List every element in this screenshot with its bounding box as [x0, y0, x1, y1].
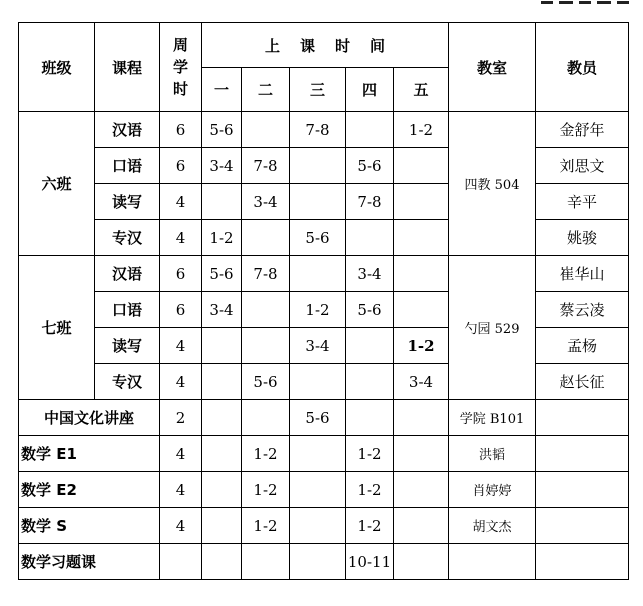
- thu-cell: [346, 112, 394, 148]
- tue-cell: 1-2: [242, 436, 290, 472]
- fri-cell: [394, 436, 449, 472]
- cropped-header-text: [537, 0, 637, 4]
- wed-cell: [290, 364, 346, 400]
- mon-cell: [202, 436, 242, 472]
- schedule-table: [18, 22, 629, 580]
- header-class: 班级: [19, 23, 95, 112]
- room-cell: 四教 504: [449, 112, 536, 256]
- hours-cell: 2: [160, 400, 202, 436]
- tue-cell: 1-2: [242, 508, 290, 544]
- teacher-cell: [536, 436, 629, 472]
- hours-cell: 4: [160, 436, 202, 472]
- header-course: 课程: [95, 23, 160, 112]
- course-cell: 数学 S: [19, 508, 160, 544]
- course-cell: 读写: [95, 328, 160, 364]
- fri-cell: [394, 292, 449, 328]
- mon-cell: [202, 364, 242, 400]
- fri-cell: [394, 220, 449, 256]
- fri-cell: [394, 400, 449, 436]
- table-row: [19, 328, 629, 364]
- wed-cell: 7-8: [290, 112, 346, 148]
- teacher-cell: [536, 544, 629, 580]
- tue-cell: 5-6: [242, 364, 290, 400]
- course-cell: 汉语: [95, 112, 160, 148]
- tue-cell: [242, 220, 290, 256]
- mon-cell: 5-6: [202, 112, 242, 148]
- fri-cell: [394, 148, 449, 184]
- table-row: [19, 256, 629, 292]
- table-row: [19, 148, 629, 184]
- wed-cell: [290, 508, 346, 544]
- teacher-cell: [536, 472, 629, 508]
- tue-cell: [242, 400, 290, 436]
- wed-cell: [290, 544, 346, 580]
- header-day-fri: 五: [394, 68, 449, 112]
- room-cell: 肖婷婷: [449, 472, 536, 508]
- course-cell: 口语: [95, 292, 160, 328]
- header-row: [19, 23, 629, 68]
- table-row: [19, 364, 629, 400]
- header-day-wed: 三: [290, 68, 346, 112]
- mon-cell: [202, 544, 242, 580]
- tue-cell: 3-4: [242, 184, 290, 220]
- course-cell: 数学习题课: [19, 544, 160, 580]
- mon-cell: 3-4: [202, 148, 242, 184]
- mon-cell: 3-4: [202, 292, 242, 328]
- teacher-cell: 刘思文: [536, 148, 629, 184]
- fri-cell: 3-4: [394, 364, 449, 400]
- tue-cell: 7-8: [242, 256, 290, 292]
- table-row: [19, 508, 629, 544]
- tue-cell: [242, 112, 290, 148]
- teacher-cell: 赵长征: [536, 364, 629, 400]
- room-cell: 洪韬: [449, 436, 536, 472]
- class-name: 六班: [19, 112, 95, 256]
- course-cell: 中国文化讲座: [19, 400, 160, 436]
- thu-cell: 7-8: [346, 184, 394, 220]
- course-cell: 口语: [95, 148, 160, 184]
- thu-cell: 5-6: [346, 292, 394, 328]
- hours-cell: 6: [160, 148, 202, 184]
- table-row: [19, 400, 629, 436]
- fri-cell: 1-2: [394, 112, 449, 148]
- wed-cell: [290, 184, 346, 220]
- hours-cell: 6: [160, 112, 202, 148]
- header-room: 教室: [449, 23, 536, 112]
- teacher-cell: 孟杨: [536, 328, 629, 364]
- course-cell: 数学 E2: [19, 472, 160, 508]
- mon-cell: [202, 184, 242, 220]
- course-cell: 读写: [95, 184, 160, 220]
- tue-cell: [242, 544, 290, 580]
- room-cell: 胡文杰: [449, 508, 536, 544]
- table-row: [19, 112, 629, 148]
- thu-cell: [346, 328, 394, 364]
- table-row: [19, 292, 629, 328]
- teacher-cell: [536, 508, 629, 544]
- wed-cell: 3-4: [290, 328, 346, 364]
- hours-cell: 4: [160, 220, 202, 256]
- header-teacher: 教员: [536, 23, 629, 112]
- header-day-thu: 四: [346, 68, 394, 112]
- mon-cell: 5-6: [202, 256, 242, 292]
- fri-cell: 1-2: [394, 328, 449, 364]
- teacher-cell: 金舒年: [536, 112, 629, 148]
- fri-cell: [394, 184, 449, 220]
- tue-cell: [242, 328, 290, 364]
- class-name: 七班: [19, 256, 95, 400]
- wed-cell: [290, 472, 346, 508]
- room-cell: 勺园 529: [449, 256, 536, 400]
- tue-cell: 7-8: [242, 148, 290, 184]
- fri-cell: [394, 472, 449, 508]
- table-row: [19, 220, 629, 256]
- room-cell: [449, 544, 536, 580]
- table-row: [19, 184, 629, 220]
- thu-cell: 1-2: [346, 508, 394, 544]
- room-cell: 学院 B101: [449, 400, 536, 436]
- hours-cell: 6: [160, 256, 202, 292]
- mon-cell: [202, 328, 242, 364]
- teacher-cell: 辛平: [536, 184, 629, 220]
- wed-cell: 5-6: [290, 400, 346, 436]
- teacher-cell: 姚骏: [536, 220, 629, 256]
- table-row: [19, 544, 629, 580]
- hours-cell: 6: [160, 292, 202, 328]
- header-weekly-hours: 周 学 时: [160, 23, 202, 112]
- hours-cell: [160, 544, 202, 580]
- course-cell: 专汉: [95, 364, 160, 400]
- thu-cell: 1-2: [346, 472, 394, 508]
- course-cell: 专汉: [95, 220, 160, 256]
- tue-cell: [242, 292, 290, 328]
- table-row: [19, 472, 629, 508]
- header-time: 上课时间: [202, 23, 449, 68]
- course-cell: 汉语: [95, 256, 160, 292]
- fri-cell: [394, 508, 449, 544]
- mon-cell: 1-2: [202, 220, 242, 256]
- thu-cell: 1-2: [346, 436, 394, 472]
- thu-cell: [346, 220, 394, 256]
- wed-cell: [290, 436, 346, 472]
- thu-cell: [346, 400, 394, 436]
- mon-cell: [202, 508, 242, 544]
- fri-cell: [394, 544, 449, 580]
- header-day-tue: 二: [242, 68, 290, 112]
- wed-cell: [290, 148, 346, 184]
- table-row: [19, 436, 629, 472]
- mon-cell: [202, 400, 242, 436]
- hours-cell: 4: [160, 508, 202, 544]
- teacher-cell: [536, 400, 629, 436]
- thu-cell: [346, 364, 394, 400]
- fri-cell: [394, 256, 449, 292]
- teacher-cell: 崔华山: [536, 256, 629, 292]
- mon-cell: [202, 472, 242, 508]
- header-day-mon: 一: [202, 68, 242, 112]
- thu-cell: 3-4: [346, 256, 394, 292]
- course-cell: 数学 E1: [19, 436, 160, 472]
- teacher-cell: 蔡云凌: [536, 292, 629, 328]
- tue-cell: 1-2: [242, 472, 290, 508]
- wed-cell: [290, 256, 346, 292]
- hours-cell: 4: [160, 364, 202, 400]
- wed-cell: 1-2: [290, 292, 346, 328]
- hours-cell: 4: [160, 184, 202, 220]
- thu-cell: 10-11: [346, 544, 394, 580]
- thu-cell: 5-6: [346, 148, 394, 184]
- hours-cell: 4: [160, 328, 202, 364]
- hours-cell: 4: [160, 472, 202, 508]
- wed-cell: 5-6: [290, 220, 346, 256]
